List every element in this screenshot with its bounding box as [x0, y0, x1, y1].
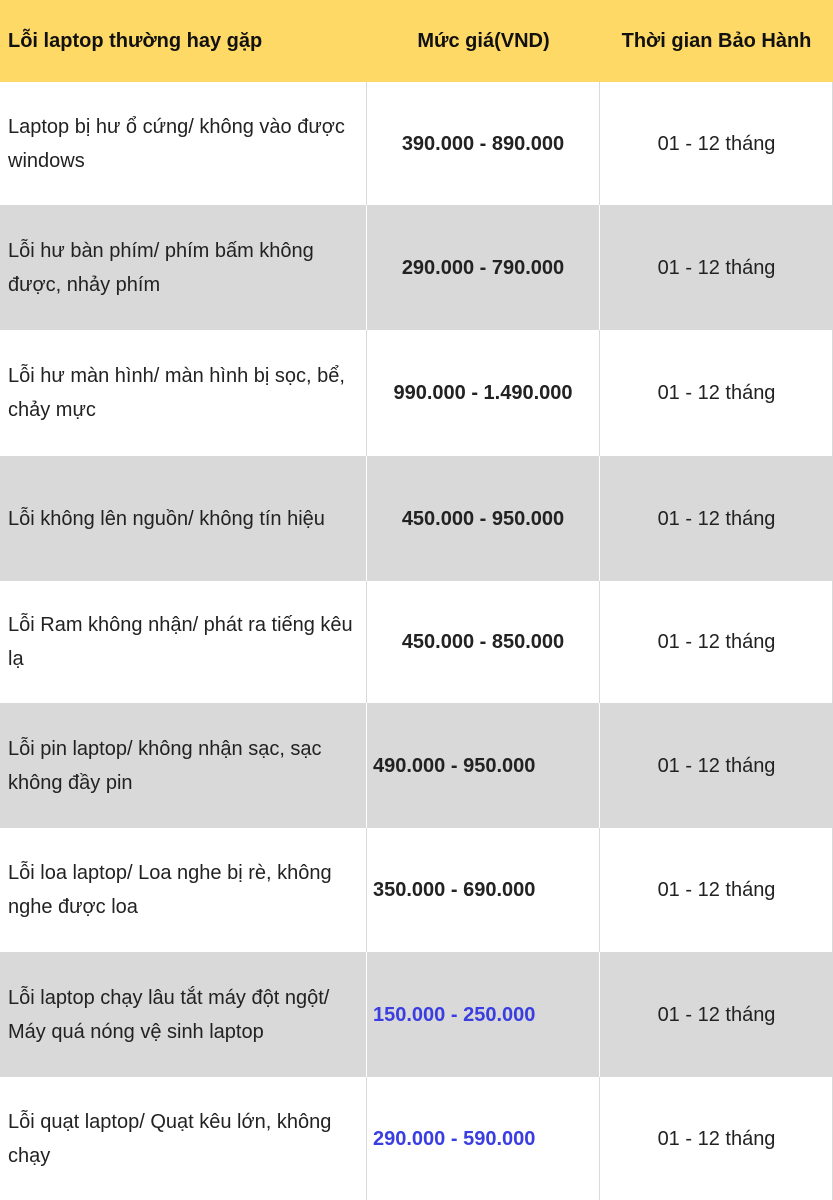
warranty-cell: 01 - 12 tháng — [657, 1127, 776, 1150]
header-price: Mức giá(VND) — [417, 29, 550, 52]
price-cell: 490.000 - 950.000 — [367, 703, 600, 828]
issue-cell: Lỗi Ram không nhận/ phát ra tiếng kêu lạ — [0, 581, 367, 703]
header-issue: Lỗi laptop thường hay gặp — [8, 29, 263, 52]
price-cell: 150.000 - 250.000 — [367, 952, 600, 1077]
warranty-cell: 01 - 12 tháng — [657, 754, 776, 777]
issue-cell: Laptop bị hư ổ cứng/ không vào được windows — [0, 82, 367, 205]
warranty-cell: 01 - 12 tháng — [657, 507, 776, 530]
warranty-cell: 01 - 12 tháng — [657, 1003, 776, 1026]
warranty-cell: 01 - 12 tháng — [657, 256, 776, 279]
issue-cell: Lỗi quạt laptop/ Quạt kêu lớn, không chạy — [0, 1077, 367, 1200]
warranty-cell: 01 - 12 tháng — [657, 132, 776, 155]
table-header — [0, 0, 833, 82]
header-warranty: Thời gian Bảo Hành — [621, 29, 812, 52]
issue-cell: Lỗi hư bàn phím/ phím bấm không được, nhảy phím — [0, 205, 367, 330]
issue-cell: Lỗi hư màn hình/ màn hình bị sọc, bể, chảy mực — [0, 330, 367, 456]
price-cell: 450.000 - 950.000 — [367, 456, 600, 581]
warranty-cell: 01 - 12 tháng — [657, 879, 776, 901]
table-row — [0, 205, 833, 330]
price-cell: 350.000 - 690.000 — [367, 828, 600, 952]
price-cell: 290.000 - 790.000 — [367, 205, 600, 330]
issue-cell: Lỗi loa laptop/ Loa nghe bị rè, không nghe được loa — [0, 828, 367, 952]
table-row — [0, 828, 833, 952]
table-row — [0, 82, 833, 205]
issue-cell: Lỗi không lên nguồn/ không tín hiệu — [0, 456, 367, 581]
table-row — [0, 330, 833, 456]
price-cell: 390.000 - 890.000 — [367, 82, 600, 205]
table-row — [0, 456, 833, 581]
issue-cell: Lỗi pin laptop/ không nhận sạc, sạc không đầy pin — [0, 703, 367, 828]
table-row — [0, 1077, 833, 1200]
warranty-cell: 01 - 12 tháng — [657, 382, 776, 404]
price-cell: 450.000 - 850.000 — [367, 581, 600, 703]
table-row — [0, 952, 833, 1077]
warranty-cell: 01 - 12 tháng — [657, 631, 776, 653]
table-row — [0, 703, 833, 828]
price-cell: 990.000 - 1.490.000 — [367, 330, 600, 456]
price-cell: 290.000 - 590.000 — [367, 1077, 600, 1200]
issue-cell: Lỗi laptop chạy lâu tắt máy đột ngột/ Máy quá nóng vệ sinh laptop — [0, 952, 367, 1077]
table-row — [0, 581, 833, 703]
